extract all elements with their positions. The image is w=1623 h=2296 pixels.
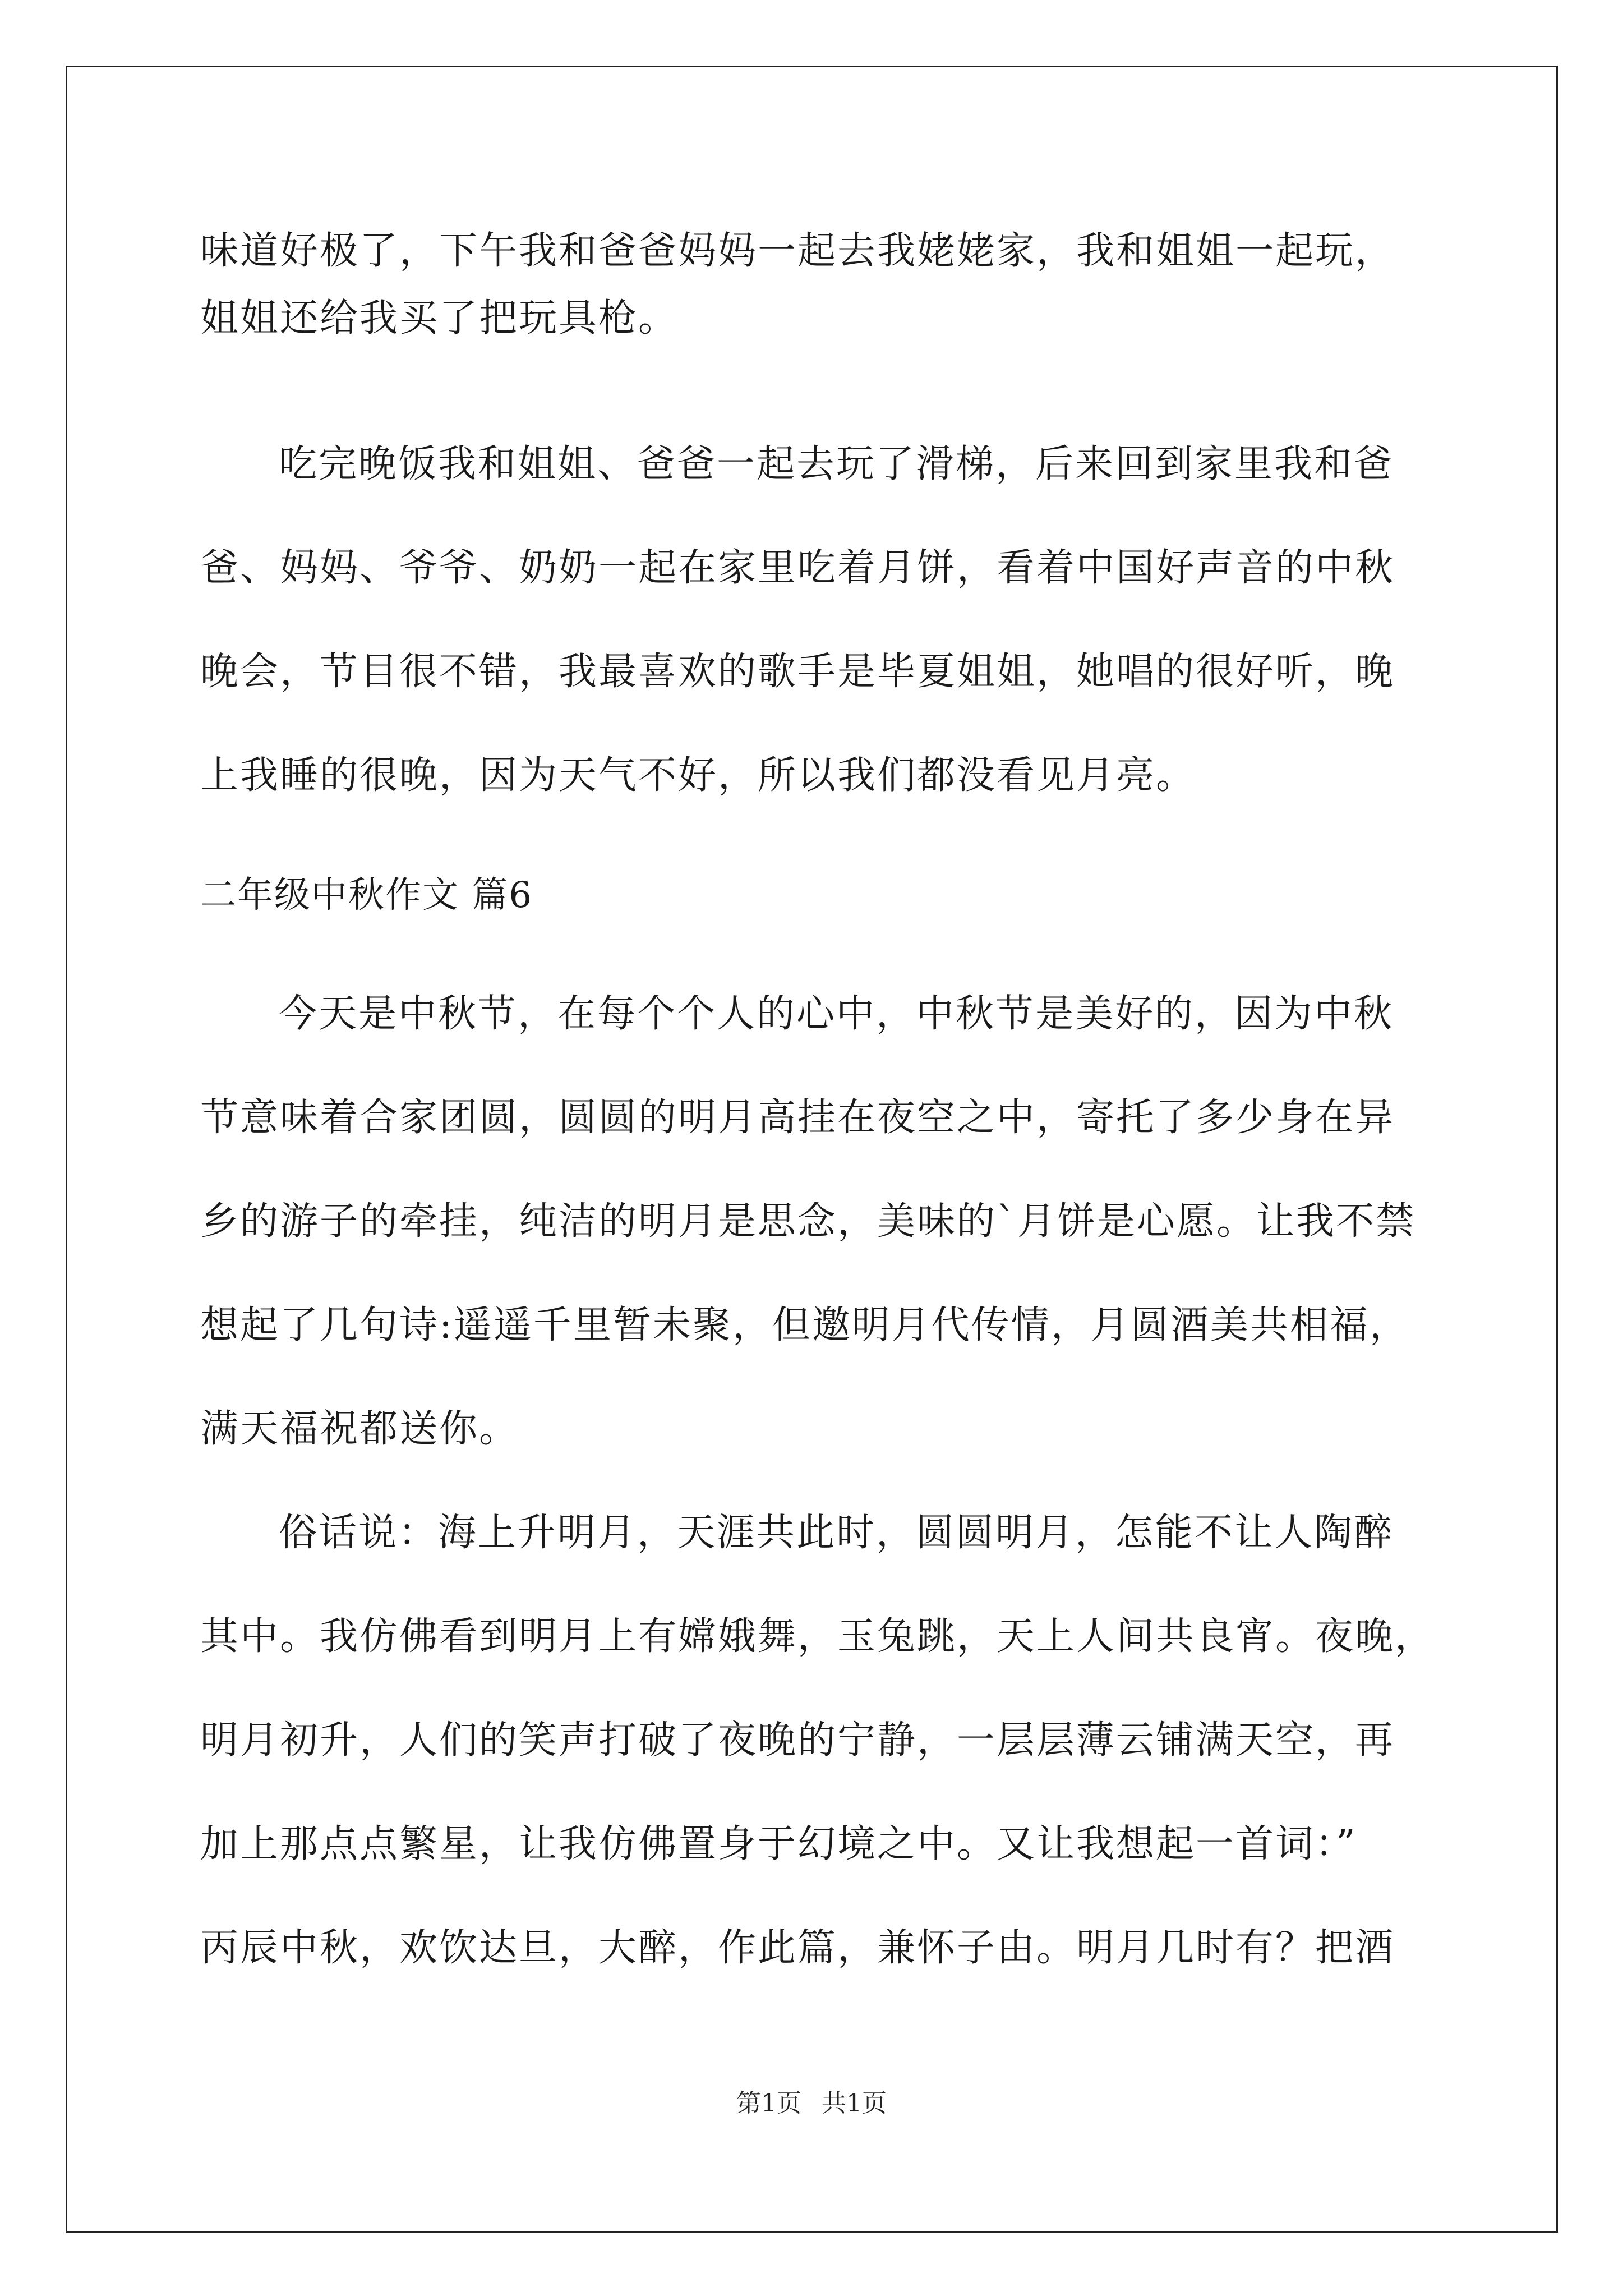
page-border [66,66,1558,2233]
paragraph-line: 吃完晚饭我和姐姐、爸爸一起去玩了滑梯，后来回到家里我和爸 [279,442,1394,486]
paragraph-line: 姐姐还给我买了把玩具枪。 [200,296,679,341]
paragraph-line: 晚会，节目很不错，我最喜欢的歌手是毕夏姐姐，她唱的很好听，晚 [200,650,1395,694]
paragraph-line: 丙辰中秋，欢饮达旦，大醉，作此篇，兼怀子由。明月几时有？把酒 [200,1926,1395,1970]
paragraph-line: 爸、妈妈、爷爷、奶奶一起在家里吃着月饼，看着中国好声音的中秋 [200,546,1395,590]
paragraph-line: 加上那点点繁星，让我仿佛置身于幻境之中。又让我想起一首词：” [200,1822,1357,1866]
paragraph-line: 想起了几句诗:遥遥千里暂未聚，但邀明月代传情，月圆酒美共相福， [200,1303,1409,1347]
paragraph-line: 明月初升，人们的笑声打破了夜晚的宁静，一层层薄云铺满天空，再 [200,1718,1395,1763]
paragraph-line: 味道好极了，下午我和爸爸妈妈一起去我姥姥家，我和姐姐一起玩， [200,229,1395,273]
page-number-current: 第1页 [736,2089,801,2118]
paragraph-line: 今天是中秋节，在每个个人的心中，中秋节是美好的，因为中秋 [279,992,1394,1036]
paragraph-line: 俗话说：海上升明月，天涯共此时，圆圆明月，怎能不让人陶醉 [279,1511,1394,1555]
paragraph-line: 满天福祝都送你。 [200,1407,519,1451]
paragraph-line: 节意味着合家团圆，圆圆的明月高挂在夜空之中，寄托了多少身在异 [200,1096,1395,1140]
page-number-total: 共1页 [822,2089,887,2118]
paragraph-line: 乡的游子的牵挂，纯洁的明月是思念，美味的`月饼是心愿。让我不禁 [200,1199,1416,1244]
paragraph-line: 上我睡的很晚，因为天气不好，所以我们都没看见月亮。 [200,753,1196,798]
section-heading: 二年级中秋作文 篇6 [200,875,533,916]
paragraph-line: 其中。我仿佛看到明月上有嫦娥舞，玉兔跳，天上人间共良宵。夜晚， [200,1614,1435,1659]
page-footer [0,2087,1623,2120]
